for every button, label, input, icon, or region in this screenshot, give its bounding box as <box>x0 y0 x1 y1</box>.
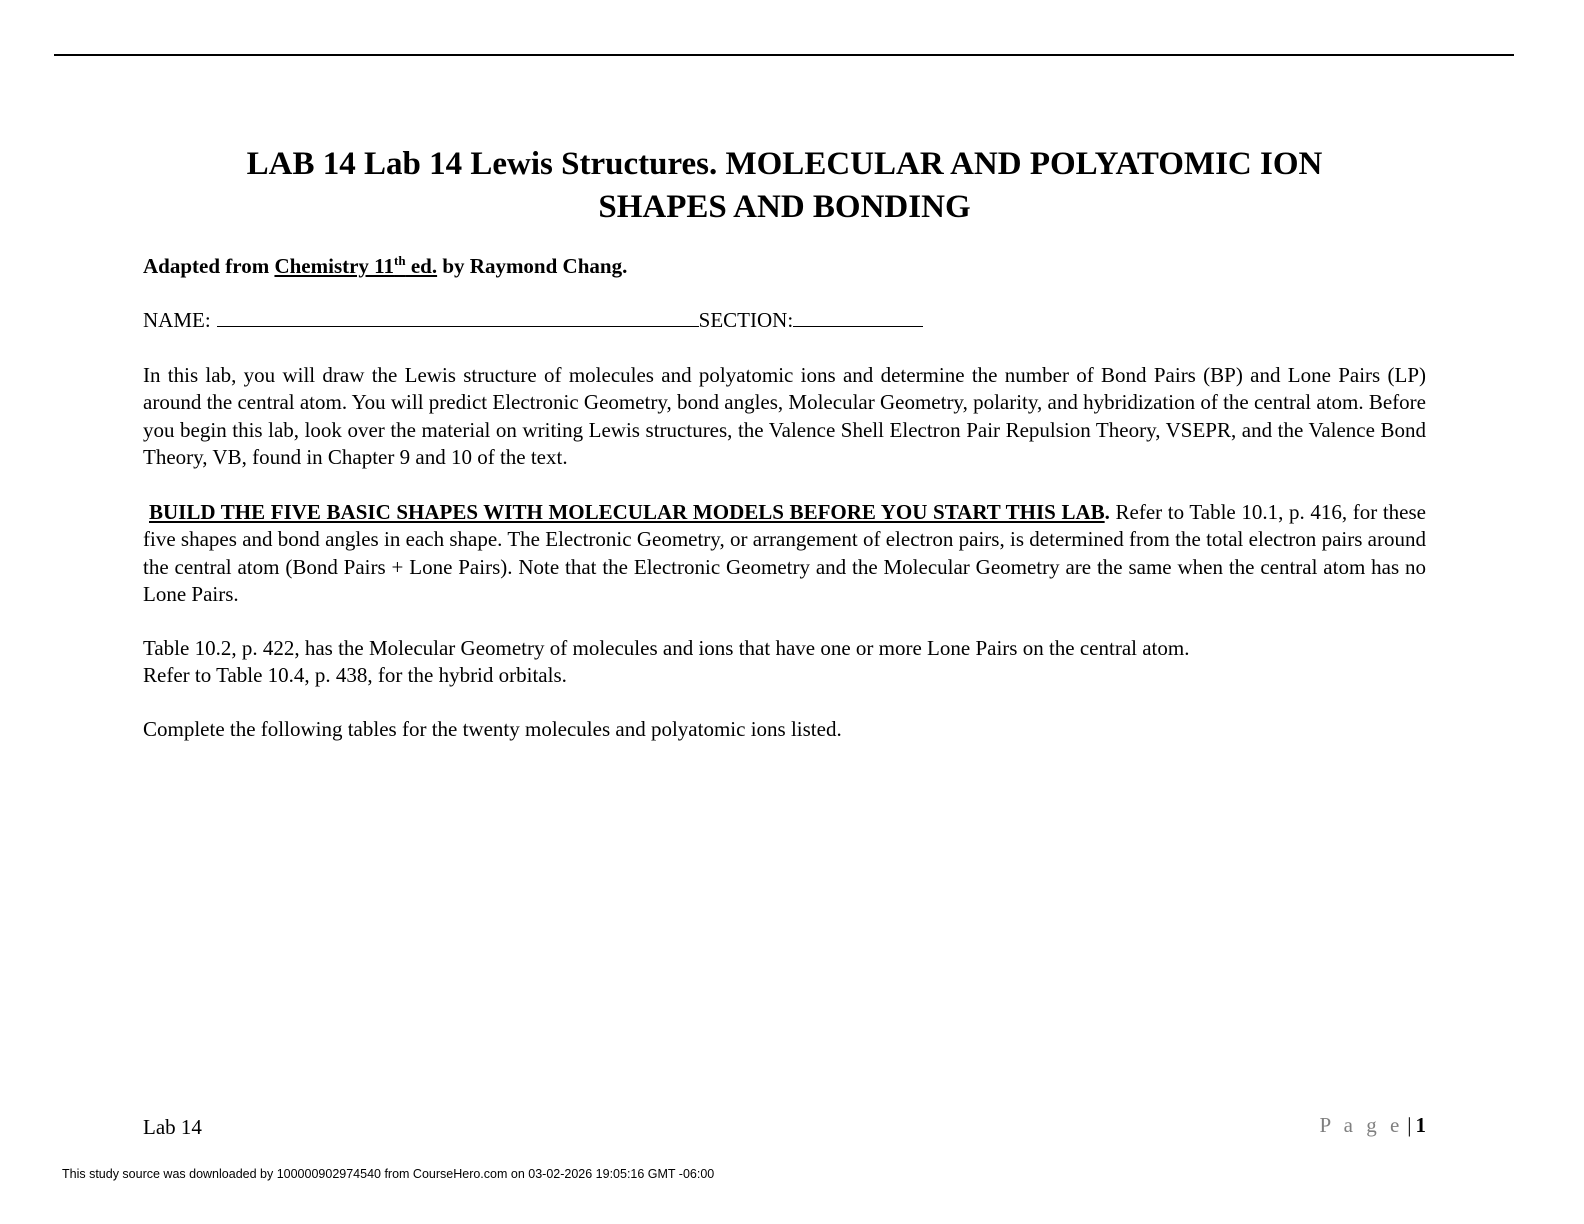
book-title: Chemistry 11th ed. <box>274 253 438 278</box>
page-separator: | <box>1407 1113 1412 1137</box>
download-note: This study source was downloaded by 100000902974540 from CourseHero.com on 03-02-2026 19:05:16 GMT -06:00 <box>62 1167 715 1181</box>
attribution-suffix: by Raymond Chang. <box>437 254 628 278</box>
footer-lab-label: Lab 14 <box>143 1115 202 1139</box>
table-reference-2: Refer to Table 10.4, p. 438, for the hybrid orbitals. <box>143 663 567 688</box>
intro-paragraph: In this lab, you will draw the Lewis structure of molecules and polyatomic ions and determine the number of Bond Pairs (BP) and Lone Pairs (LP) around the central atom. You will predict Electronic Geometry, bond angles, Molecular Geometry, polarity, and hybridization of the central atom. Before you begin this lab, look over the material on writing Lewis structures, the Valence Shell Electron Pair Repulsion Theory, VSEPR, and the Valence Bond Theory, VB, found in Chapter 9 and 10 of the text. <box>143 363 1426 469</box>
page-title <box>143 143 1426 229</box>
table-reference-paragraph <box>143 635 1426 690</box>
top-rule <box>54 54 1514 56</box>
page-number: 1 <box>1415 1113 1426 1137</box>
instruction-paragraph: Complete the following tables for the twenty molecules and polyatomic ions listed. <box>143 717 842 741</box>
attribution <box>143 254 627 279</box>
title-line-1: LAB 14 Lab 14 Lewis Structures. MOLECULAR AND POLYATOMIC ION <box>246 146 1323 182</box>
name-blank[interactable] <box>217 307 699 327</box>
footer-page-number <box>1319 1113 1426 1138</box>
build-paragraph: BUILD THE FIVE BASIC SHAPES WITH MOLECULAR MODELS BEFORE YOU START THIS LAB. Refer to Table 10.1, p. 416, for these five shapes and bond angles in each shape. The Electronic Geometry, or arrangement of electron pairs, is determined from the total electron pairs around the central atom (Bond Pairs + Lone Pairs). Note that the Electronic Geometry and the Molecular Geometry are the same when the central atom has no Lone Pairs. <box>143 500 1426 606</box>
attribution-prefix: Adapted from <box>143 254 270 278</box>
title-line-2: SHAPES AND BONDING <box>598 189 971 225</box>
page-label: P a g e <box>1319 1113 1404 1137</box>
build-emphasis: BUILD THE FIVE BASIC SHAPES WITH MOLECULAR MODELS BEFORE YOU START THIS LAB <box>149 500 1105 524</box>
section-label: SECTION: <box>698 308 794 332</box>
section-blank[interactable] <box>793 307 923 327</box>
build-rest: Refer to Table 10.1, p. 416, for these five shapes and bond angles in each shape. The Electronic Geometry, or arrangement of electron pairs, is determined from the total electron pairs around the central atom (Bond Pairs + Lone Pairs). Note that the Electronic Geometry and the Molecular Geometry are the same when the central atom has no Lone Pairs. <box>143 500 1426 606</box>
name-section-line <box>143 307 923 333</box>
edition-superscript: th <box>394 253 406 268</box>
table-reference-1: Table 10.2, p. 422, has the Molecular Geometry of molecules and ions that have one or more Lone Pairs on the central atom. <box>143 636 1190 660</box>
name-label: NAME: <box>143 308 211 332</box>
